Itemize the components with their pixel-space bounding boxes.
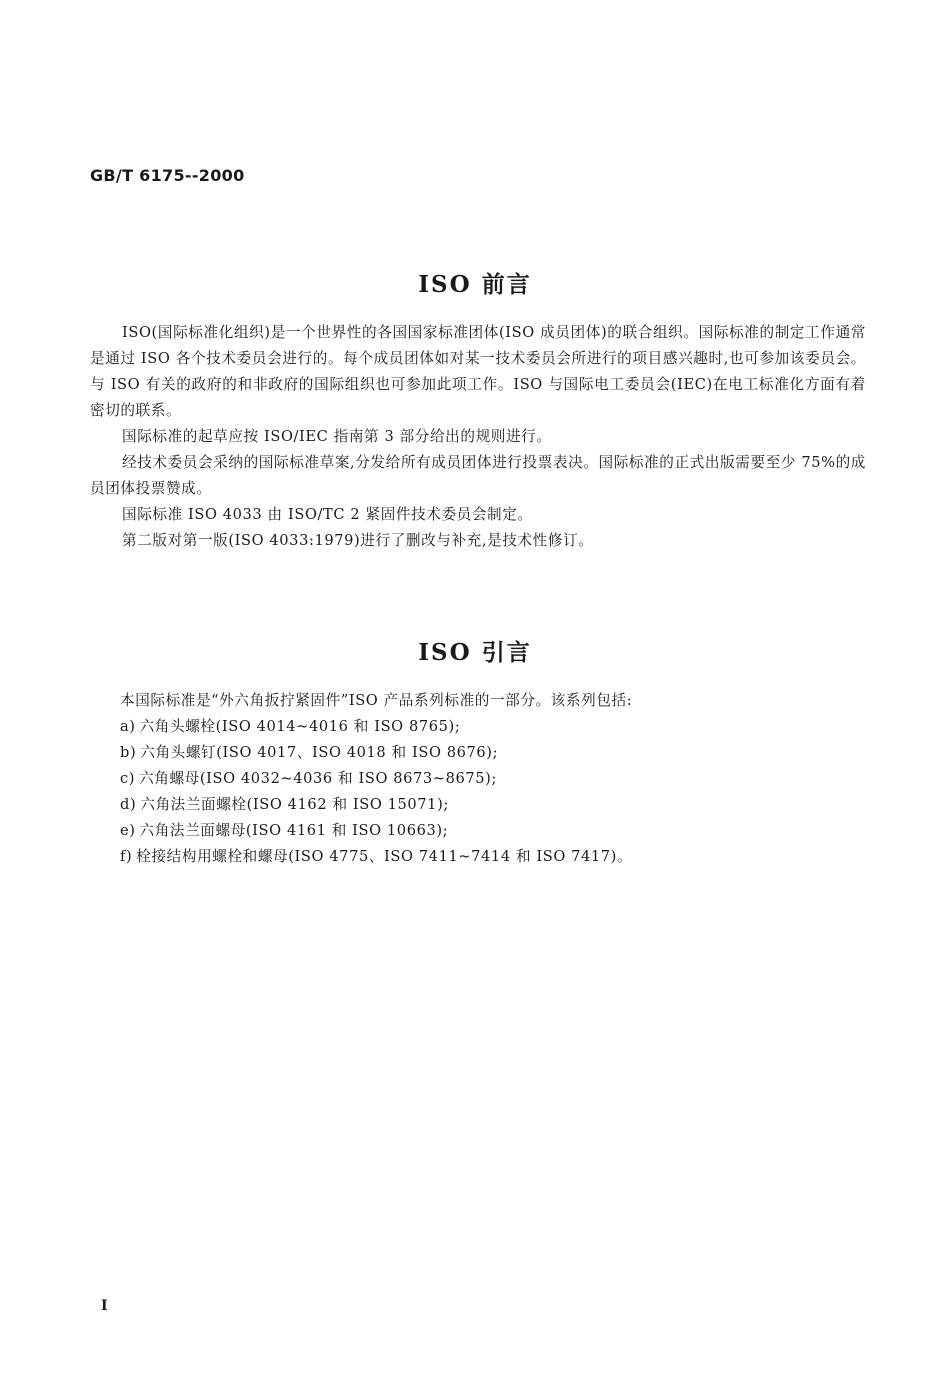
list-marker: a) — [120, 718, 136, 735]
list-item — [120, 766, 866, 792]
standard-number: GB/T 6175--2000 — [90, 166, 245, 185]
list-marker: e) — [120, 822, 136, 839]
list-marker: b) — [120, 744, 137, 761]
foreword-paragraph: ISO(国际标准化组织)是一个世界性的各国国家标准团体(ISO 成员团体)的联合组织。国际标准的制定工作通常是通过 ISO 各个技术委员会进行的。每个成员团体如对某一技术委员会所进行的项目感兴趣时,也可参加该委员会。与 ISO 有关的政府的和非政府的国际组织也可参加此项工作。ISO 与国际电工委员会(IEC)在电工标准化方面有着密切的联系。 — [90, 324, 866, 419]
list-marker: d) — [120, 796, 137, 813]
foreword-paragraph: 第二版对第一版(ISO 4033:1979)进行了删改与补充,是技术性修订。 — [122, 532, 594, 549]
list-item-text: 六角螺母(ISO 4032~4036 和 ISO 8673~8675); — [139, 770, 497, 787]
list-item-text: 六角头螺栓(ISO 4014~4016 和 ISO 8765); — [139, 718, 461, 735]
introduction-title: ISO 引言 — [418, 639, 532, 666]
list-item — [120, 714, 866, 740]
list-marker: f) — [120, 848, 133, 865]
list-item — [120, 844, 866, 870]
foreword-paragraph: 经技术委员会采纳的国际标准草案,分发给所有成员团体进行投票表决。国际标准的正式出版需要至少 75%的成员团体投票赞成。 — [90, 454, 866, 497]
page-number: I — [101, 1298, 108, 1314]
foreword-body — [90, 320, 866, 554]
introduction-body — [120, 688, 866, 870]
product-series-list — [120, 714, 866, 870]
list-marker: c) — [120, 770, 136, 787]
list-item — [120, 740, 866, 766]
list-item-text: 六角头螺钉(ISO 4017、ISO 4018 和 ISO 8676); — [140, 744, 499, 761]
list-item — [120, 792, 866, 818]
foreword-paragraph: 国际标准的起草应按 ISO/IEC 指南第 3 部分给出的规则进行。 — [122, 428, 552, 445]
list-item-text: 六角法兰面螺栓(ISO 4162 和 ISO 15071); — [140, 796, 449, 813]
list-item-text: 栓接结构用螺栓和螺母(ISO 4775、ISO 7411~7414 和 ISO 7417)。 — [136, 848, 633, 865]
foreword-title: ISO 前言 — [418, 271, 532, 298]
foreword-paragraph: 国际标准 ISO 4033 由 ISO/TC 2 紧固件技术委员会制定。 — [122, 506, 533, 523]
list-item — [120, 818, 866, 844]
introduction-lead: 本国际标准是“外六角扳拧紧固件”ISO 产品系列标准的一部分。该系列包括: — [120, 692, 633, 709]
list-item-text: 六角法兰面螺母(ISO 4161 和 ISO 10663); — [139, 822, 449, 839]
